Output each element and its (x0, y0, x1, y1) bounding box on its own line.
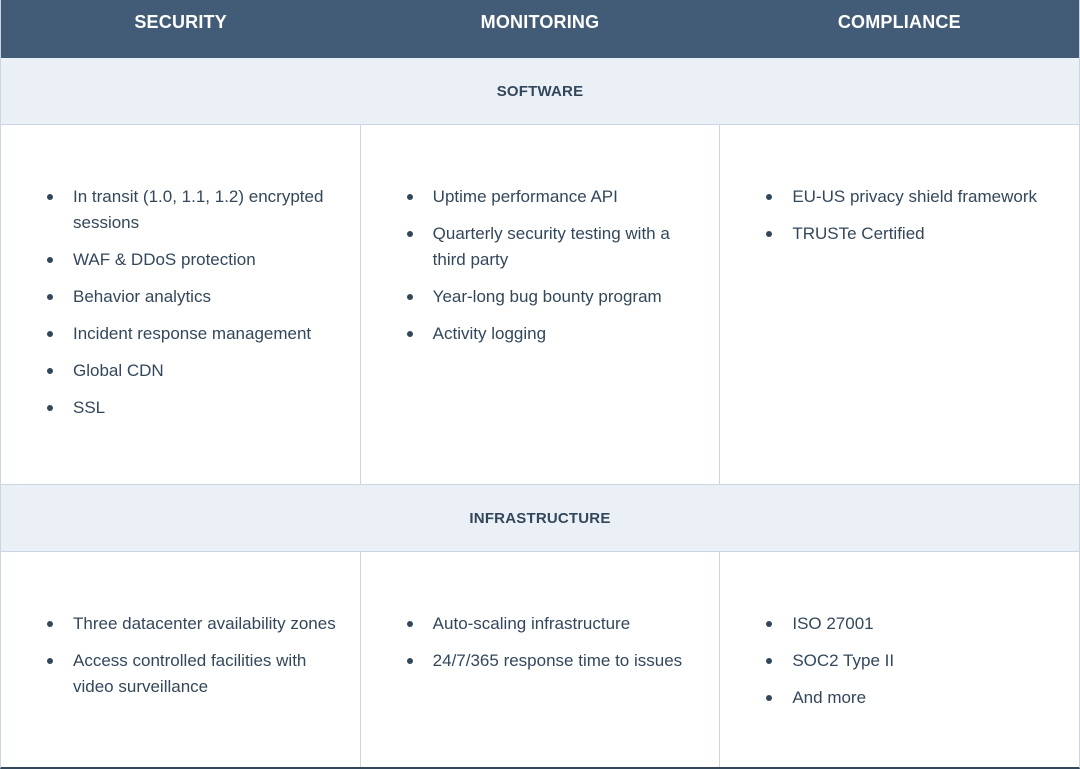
bullet-icon (766, 194, 772, 200)
list-item-label: SOC2 Type II (792, 651, 895, 670)
list-item (407, 184, 702, 210)
feature-list (407, 611, 702, 674)
bullet-icon (766, 621, 772, 627)
list-item-label: Uptime performance API (432, 187, 618, 206)
list-item (407, 221, 702, 273)
list-item (47, 247, 342, 273)
list-item-label: And more (792, 688, 867, 707)
list-item-label: TRUSTe Certified (792, 224, 925, 243)
feature-list (766, 184, 1061, 247)
list-item-label: 24/7/365 response time to issues (432, 651, 683, 670)
list-item-label: Year-long bug bounty program (432, 287, 662, 306)
list-item (47, 358, 342, 384)
feature-list (766, 611, 1061, 711)
table-header (1, 0, 1079, 58)
list-item (47, 284, 342, 310)
bullet-icon (47, 621, 53, 627)
section-title-software: SOFTWARE (1, 58, 1079, 125)
bullet-icon (47, 368, 53, 374)
bullet-icon (766, 695, 772, 701)
list-item (47, 184, 342, 236)
list-item (766, 184, 1061, 210)
cell-infrastructure-security (1, 552, 361, 769)
bullet-icon (407, 621, 413, 627)
list-item (407, 611, 702, 637)
column-header-monitoring: MONITORING (480, 12, 600, 32)
bullet-icon (47, 257, 53, 263)
column-header-compliance: COMPLIANCE (837, 12, 961, 32)
list-item-label: ISO 27001 (792, 614, 874, 633)
list-item-label: Quarterly security testing with a third party (432, 224, 670, 269)
list-item (766, 648, 1061, 674)
cell-software-compliance (720, 125, 1079, 484)
list-item (766, 685, 1061, 711)
list-item (407, 648, 702, 674)
bullet-icon (407, 231, 413, 237)
cell-software-monitoring (361, 125, 721, 484)
list-item-label: Auto-scaling infrastructure (432, 614, 631, 633)
bullet-icon (407, 658, 413, 664)
section-row-infrastructure (1, 552, 1079, 769)
list-item-label: WAF & DDoS protection (73, 250, 256, 269)
bullet-icon (47, 331, 53, 337)
list-item (407, 284, 702, 310)
list-item (766, 611, 1061, 637)
bullet-icon (407, 331, 413, 337)
cell-software-security (1, 125, 361, 484)
list-item (47, 648, 342, 700)
list-item (47, 611, 342, 637)
bullet-icon (47, 194, 53, 200)
bullet-icon (766, 658, 772, 664)
cell-infrastructure-compliance (720, 552, 1079, 769)
feature-list (407, 184, 702, 347)
list-item-label: Global CDN (73, 361, 164, 380)
section-row-software (1, 125, 1079, 485)
feature-list (47, 611, 342, 700)
feature-list (47, 184, 342, 421)
list-item-label: EU-US privacy shield framework (792, 187, 1038, 206)
list-item-label: Access controlled facilities with video surveillance (73, 651, 307, 696)
list-item (407, 321, 702, 347)
list-item-label: Three datacenter availability zones (73, 614, 336, 633)
bullet-icon (407, 194, 413, 200)
list-item-label: Incident response management (73, 324, 312, 343)
bullet-icon (47, 405, 53, 411)
bullet-icon (407, 294, 413, 300)
cell-infrastructure-monitoring (361, 552, 721, 769)
list-item (47, 395, 342, 421)
list-item (47, 321, 342, 347)
column-header-security: SECURITY (134, 12, 227, 32)
list-item-label: SSL (73, 398, 106, 417)
list-item-label: In transit (1.0, 1.1, 1.2) encrypted sessions (73, 187, 324, 232)
list-item (766, 221, 1061, 247)
section-title-infrastructure: INFRASTRUCTURE (1, 485, 1079, 552)
list-item-label: Behavior analytics (73, 287, 211, 306)
list-item-label: Activity logging (432, 324, 547, 343)
bullet-icon (47, 658, 53, 664)
bullet-icon (766, 231, 772, 237)
bullet-icon (47, 294, 53, 300)
